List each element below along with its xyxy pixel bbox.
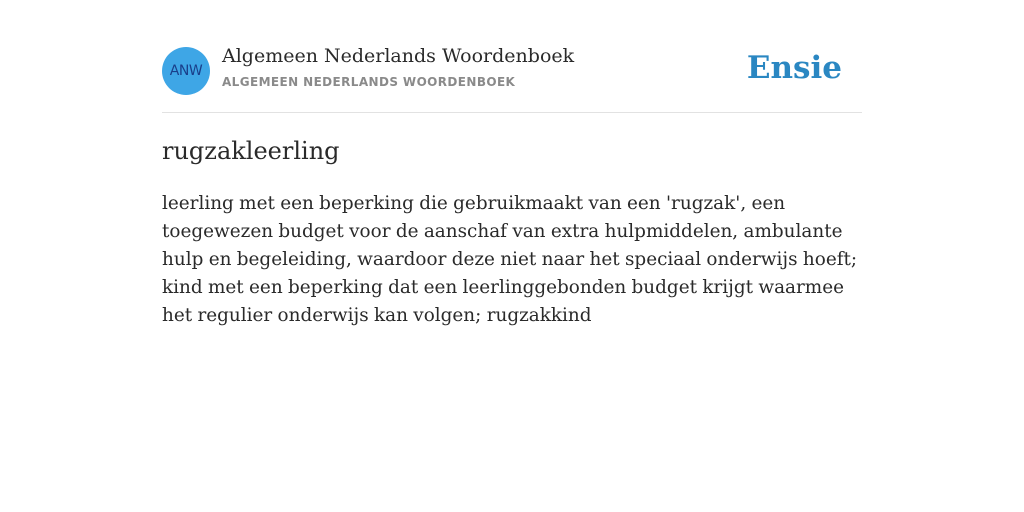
definition-text: leerling met een beperking die gebruikmaakt van een 'rugzak', een toegewezen budget voor de aanschaf van extra hulpmiddelen, ambulante hulp en begeleiding, waardoor deze niet naar het speciaal onderwijs hoeft; kind met een beperking dat een leerlinggebonden budget krijgt waarmee het regulier onderwijs kan volgen; rugzakkind	[162, 193, 858, 326]
anw-logo[interactable]	[162, 47, 210, 95]
source-title[interactable]: Algemeen Nederlands Woordenboek	[222, 45, 575, 67]
headword: rugzakleerling	[162, 137, 340, 165]
anw-logo-text: ANW	[169, 63, 203, 79]
ensie-brand-logo[interactable]: Ensie	[746, 50, 842, 86]
source-header	[162, 0, 862, 113]
source-subtitle: ALGEMEEN NEDERLANDS WOORDENBOEK	[222, 75, 516, 89]
entry-card	[162, 0, 862, 326]
